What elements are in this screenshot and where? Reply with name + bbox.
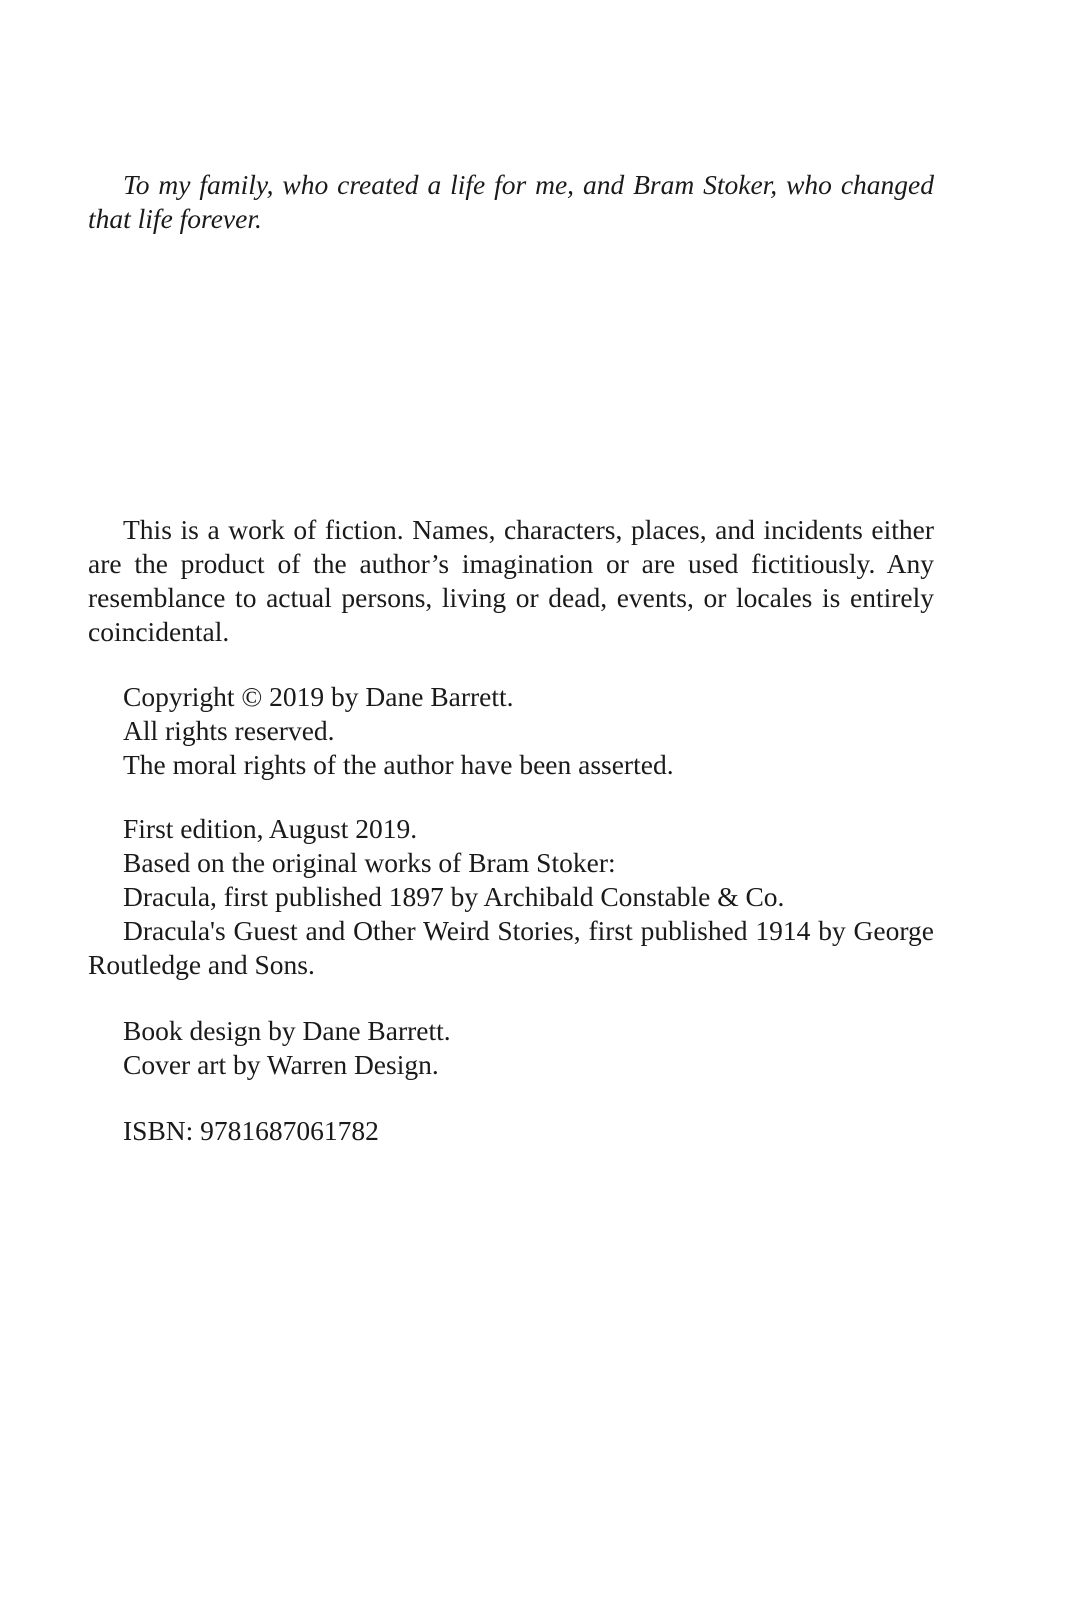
dedication-text: To my family, who created a life for me, and Bram Stoker, who changed that life forever. [88,169,934,234]
dedication [88,168,934,236]
dracula-source-line: Dracula, first published 1897 by Archibald Constable & Co. [123,881,785,912]
draculas-guest-source-line: Dracula's Guest and Other Weird Stories, first published 1914 by George Routledge and Sons. [88,915,934,980]
rights-reserved-line: All rights reserved. [123,715,335,746]
book-design-line: Book design by Dane Barrett. [123,1015,451,1046]
edition-info [88,812,934,982]
isbn-line: ISBN: 9781687061782 [123,1115,379,1146]
based-on-line: Based on the original works of Bram Stoker: [123,847,616,878]
fiction-disclaimer [88,513,934,649]
cover-art-line: Cover art by Warren Design. [123,1049,439,1080]
edition-line: First edition, August 2019. [123,813,418,844]
isbn-block [88,1114,934,1148]
moral-rights-line: The moral rights of the author have been asserted. [123,749,674,780]
copyright-line: Copyright © 2019 by Dane Barrett. [123,681,514,712]
copyright-notice [88,680,934,782]
disclaimer-text: This is a work of fiction. Names, characters, places, and incidents either are the product of the author’s imagination or are used fictitiously. Any resemblance to actual persons, living or dead, events, or locales is entirely coincidental. [88,514,934,647]
design-credits [88,1014,934,1082]
